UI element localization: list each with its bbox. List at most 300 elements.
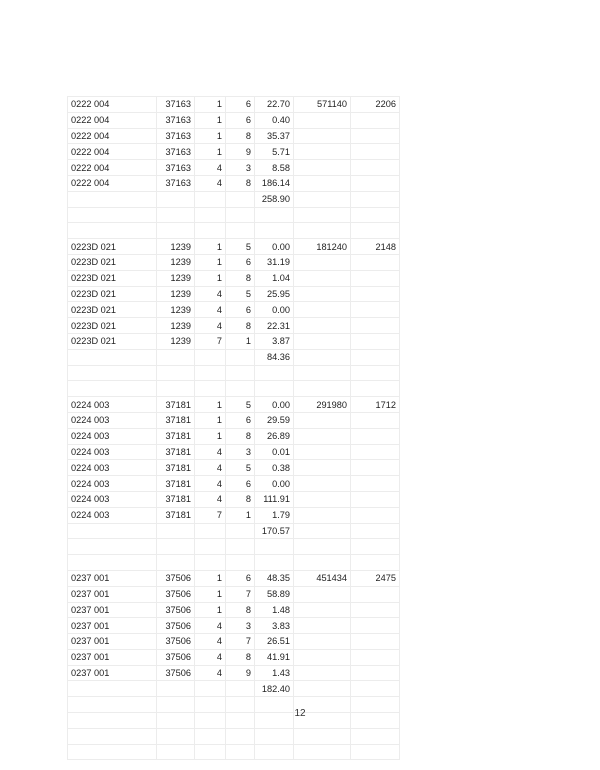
table-cell: 8 bbox=[226, 175, 255, 191]
table-cell: 6 bbox=[226, 112, 255, 128]
table-cell bbox=[351, 491, 400, 507]
table-cell bbox=[68, 523, 157, 539]
table-cell: 0237 001 bbox=[68, 618, 157, 634]
table-cell bbox=[294, 634, 351, 650]
table-cell bbox=[294, 523, 351, 539]
table-cell: 0.00 bbox=[255, 239, 294, 255]
table-cell bbox=[294, 144, 351, 160]
blank-row bbox=[68, 539, 400, 555]
table-cell: 3 bbox=[226, 444, 255, 460]
table-cell: 84.36 bbox=[255, 349, 294, 365]
blank-row bbox=[68, 365, 400, 381]
table-row bbox=[68, 634, 400, 650]
table-cell bbox=[68, 223, 157, 239]
table-cell: 0222 004 bbox=[68, 128, 157, 144]
table-cell: 5.71 bbox=[255, 144, 294, 160]
table-cell: 0.00 bbox=[255, 302, 294, 318]
table-cell bbox=[351, 681, 400, 697]
blank-row bbox=[68, 381, 400, 397]
table-cell: 186.14 bbox=[255, 175, 294, 191]
table-cell bbox=[351, 349, 400, 365]
table-row bbox=[68, 618, 400, 634]
table-cell: 0223D 021 bbox=[68, 333, 157, 349]
table-row bbox=[68, 507, 400, 523]
table-cell bbox=[294, 539, 351, 555]
table-cell: 181240 bbox=[294, 239, 351, 255]
table-row bbox=[68, 602, 400, 618]
table-cell bbox=[294, 649, 351, 665]
table-cell: 6 bbox=[226, 254, 255, 270]
table-row bbox=[68, 286, 400, 302]
table-cell bbox=[157, 207, 195, 223]
table-cell bbox=[351, 507, 400, 523]
table-cell bbox=[195, 191, 226, 207]
table-cell: 1.79 bbox=[255, 507, 294, 523]
table-cell: 0237 001 bbox=[68, 602, 157, 618]
table-cell bbox=[195, 555, 226, 571]
table-cell bbox=[351, 744, 400, 760]
table-cell bbox=[226, 681, 255, 697]
table-cell: 2206 bbox=[351, 97, 400, 113]
table-cell bbox=[255, 223, 294, 239]
table-cell bbox=[195, 523, 226, 539]
table-cell bbox=[294, 428, 351, 444]
table-cell: 41.91 bbox=[255, 649, 294, 665]
table-cell bbox=[195, 728, 226, 744]
table-cell bbox=[351, 523, 400, 539]
table-cell: 9 bbox=[226, 144, 255, 160]
table-cell bbox=[157, 555, 195, 571]
table-cell: 37181 bbox=[157, 412, 195, 428]
table-cell: 0222 004 bbox=[68, 144, 157, 160]
table-cell: 37181 bbox=[157, 397, 195, 413]
table-row bbox=[68, 586, 400, 602]
table-cell bbox=[226, 207, 255, 223]
table-cell: 1239 bbox=[157, 254, 195, 270]
table-cell: 6 bbox=[226, 476, 255, 492]
table-row bbox=[68, 665, 400, 681]
table-row bbox=[68, 144, 400, 160]
table-cell bbox=[226, 191, 255, 207]
table-row bbox=[68, 491, 400, 507]
table-cell bbox=[351, 728, 400, 744]
table-cell bbox=[294, 160, 351, 176]
table-cell bbox=[255, 207, 294, 223]
table-cell: 2475 bbox=[351, 570, 400, 586]
table-cell: 170.57 bbox=[255, 523, 294, 539]
table-cell: 4 bbox=[195, 649, 226, 665]
subtotal-row bbox=[68, 191, 400, 207]
table-cell: 4 bbox=[195, 618, 226, 634]
table-cell: 0.00 bbox=[255, 397, 294, 413]
table-cell: 291980 bbox=[294, 397, 351, 413]
table-cell bbox=[255, 539, 294, 555]
table-cell bbox=[226, 539, 255, 555]
table-cell bbox=[195, 207, 226, 223]
table-cell bbox=[294, 365, 351, 381]
table-cell bbox=[351, 381, 400, 397]
table-cell bbox=[157, 381, 195, 397]
table-cell: 22.31 bbox=[255, 318, 294, 334]
table-cell bbox=[157, 349, 195, 365]
table-cell bbox=[351, 333, 400, 349]
table-cell: 37181 bbox=[157, 460, 195, 476]
table-row bbox=[68, 412, 400, 428]
table-cell bbox=[294, 412, 351, 428]
table-cell: 182.40 bbox=[255, 681, 294, 697]
table-cell bbox=[195, 744, 226, 760]
table-cell: 6 bbox=[226, 570, 255, 586]
table-cell bbox=[68, 365, 157, 381]
table-cell: 0237 001 bbox=[68, 665, 157, 681]
table-cell bbox=[68, 728, 157, 744]
table-cell bbox=[294, 665, 351, 681]
table-cell bbox=[351, 539, 400, 555]
table-cell: 1239 bbox=[157, 302, 195, 318]
table-cell: 1 bbox=[195, 397, 226, 413]
table-cell bbox=[255, 555, 294, 571]
table-cell bbox=[255, 381, 294, 397]
table-cell: 3.83 bbox=[255, 618, 294, 634]
table-cell bbox=[195, 365, 226, 381]
table-cell: 0237 001 bbox=[68, 649, 157, 665]
table-cell: 37163 bbox=[157, 112, 195, 128]
table-cell: 0223D 021 bbox=[68, 318, 157, 334]
table-cell bbox=[294, 207, 351, 223]
table-cell bbox=[351, 318, 400, 334]
blank-row bbox=[68, 207, 400, 223]
table-cell: 8 bbox=[226, 428, 255, 444]
table-cell bbox=[294, 175, 351, 191]
table-cell: 0237 001 bbox=[68, 586, 157, 602]
table-cell bbox=[68, 744, 157, 760]
table-cell: 4 bbox=[195, 476, 226, 492]
table-cell: 571140 bbox=[294, 97, 351, 113]
spreadsheet bbox=[67, 96, 400, 760]
table-cell: 258.90 bbox=[255, 191, 294, 207]
table-row bbox=[68, 570, 400, 586]
table-cell: 0224 003 bbox=[68, 412, 157, 428]
table-cell bbox=[68, 191, 157, 207]
table-cell: 1 bbox=[195, 270, 226, 286]
table-cell: 0224 003 bbox=[68, 507, 157, 523]
table-cell bbox=[351, 270, 400, 286]
table-cell: 7 bbox=[195, 507, 226, 523]
table-cell: 9 bbox=[226, 665, 255, 681]
table-cell: 1 bbox=[195, 254, 226, 270]
table-cell: 37181 bbox=[157, 476, 195, 492]
table-cell bbox=[294, 318, 351, 334]
subtotal-row bbox=[68, 349, 400, 365]
table-cell bbox=[294, 460, 351, 476]
table-cell: 0237 001 bbox=[68, 634, 157, 650]
table-cell: 0223D 021 bbox=[68, 302, 157, 318]
table-cell: 0223D 021 bbox=[68, 239, 157, 255]
table-cell: 4 bbox=[195, 491, 226, 507]
table-row bbox=[68, 476, 400, 492]
table-cell bbox=[157, 523, 195, 539]
table-cell bbox=[294, 681, 351, 697]
table-cell: 37163 bbox=[157, 175, 195, 191]
table-cell bbox=[68, 681, 157, 697]
table-cell bbox=[68, 381, 157, 397]
table-cell: 4 bbox=[195, 160, 226, 176]
table-cell bbox=[68, 207, 157, 223]
table-cell: 4 bbox=[195, 460, 226, 476]
table-cell: 5 bbox=[226, 397, 255, 413]
table-cell bbox=[294, 476, 351, 492]
table-cell: 6 bbox=[226, 302, 255, 318]
table-row bbox=[68, 128, 400, 144]
table-cell: 4 bbox=[195, 634, 226, 650]
table-cell bbox=[351, 302, 400, 318]
table-cell: 37181 bbox=[157, 444, 195, 460]
table-row bbox=[68, 444, 400, 460]
table-cell: 0.00 bbox=[255, 476, 294, 492]
table-cell: 37506 bbox=[157, 665, 195, 681]
table-cell bbox=[294, 444, 351, 460]
table-cell: 0.01 bbox=[255, 444, 294, 460]
table-cell bbox=[157, 728, 195, 744]
table-cell bbox=[294, 333, 351, 349]
table-cell bbox=[226, 744, 255, 760]
table-cell bbox=[226, 349, 255, 365]
table-cell: 37181 bbox=[157, 507, 195, 523]
table-cell: 37506 bbox=[157, 602, 195, 618]
table-cell: 1 bbox=[226, 333, 255, 349]
table-cell: 1239 bbox=[157, 286, 195, 302]
table-row bbox=[68, 97, 400, 113]
table-cell bbox=[294, 254, 351, 270]
table-cell: 8 bbox=[226, 491, 255, 507]
table-cell bbox=[226, 728, 255, 744]
table-cell: 8 bbox=[226, 318, 255, 334]
table-cell: 8 bbox=[226, 649, 255, 665]
table-cell bbox=[294, 112, 351, 128]
table-cell: 0.38 bbox=[255, 460, 294, 476]
table-cell: 0.40 bbox=[255, 112, 294, 128]
table-cell bbox=[351, 191, 400, 207]
table-cell bbox=[351, 428, 400, 444]
table-cell bbox=[294, 555, 351, 571]
table-cell bbox=[195, 223, 226, 239]
table-cell: 1239 bbox=[157, 318, 195, 334]
table-cell bbox=[294, 270, 351, 286]
table-cell: 1239 bbox=[157, 239, 195, 255]
table-cell bbox=[195, 681, 226, 697]
table-cell: 35.37 bbox=[255, 128, 294, 144]
table-row bbox=[68, 428, 400, 444]
table-cell: 111.91 bbox=[255, 491, 294, 507]
table-cell bbox=[195, 539, 226, 555]
table-cell: 0223D 021 bbox=[68, 254, 157, 270]
table-cell bbox=[294, 128, 351, 144]
table-cell: 0222 004 bbox=[68, 97, 157, 113]
table-cell: 37163 bbox=[157, 160, 195, 176]
table-cell: 4 bbox=[195, 302, 226, 318]
blank-row bbox=[68, 223, 400, 239]
table-cell: 1 bbox=[195, 602, 226, 618]
table-cell: 1.43 bbox=[255, 665, 294, 681]
table-cell bbox=[351, 207, 400, 223]
table-cell: 8 bbox=[226, 270, 255, 286]
table-cell bbox=[68, 555, 157, 571]
table-cell bbox=[351, 665, 400, 681]
table-cell: 1 bbox=[195, 412, 226, 428]
table-cell bbox=[294, 381, 351, 397]
table-cell: 4 bbox=[195, 444, 226, 460]
table-cell: 0223D 021 bbox=[68, 286, 157, 302]
table-cell: 1.04 bbox=[255, 270, 294, 286]
table-cell: 48.35 bbox=[255, 570, 294, 586]
table-cell: 37506 bbox=[157, 570, 195, 586]
table-cell: 8 bbox=[226, 602, 255, 618]
table-row bbox=[68, 397, 400, 413]
table-cell: 0224 003 bbox=[68, 476, 157, 492]
table-cell bbox=[351, 254, 400, 270]
table-cell bbox=[294, 728, 351, 744]
table-cell bbox=[351, 365, 400, 381]
table-row bbox=[68, 239, 400, 255]
table-cell bbox=[226, 555, 255, 571]
table-cell bbox=[351, 112, 400, 128]
table-cell: 25.95 bbox=[255, 286, 294, 302]
table-cell bbox=[351, 476, 400, 492]
table-cell: 0222 004 bbox=[68, 175, 157, 191]
table-cell: 1 bbox=[195, 586, 226, 602]
table-cell: 0223D 021 bbox=[68, 270, 157, 286]
blank-row bbox=[68, 744, 400, 760]
table-cell: 26.89 bbox=[255, 428, 294, 444]
table-cell bbox=[157, 681, 195, 697]
table-cell: 4 bbox=[195, 665, 226, 681]
table-cell bbox=[255, 365, 294, 381]
table-cell bbox=[351, 223, 400, 239]
table-cell: 2148 bbox=[351, 239, 400, 255]
table-cell bbox=[351, 602, 400, 618]
table-cell bbox=[351, 555, 400, 571]
table-cell: 0224 003 bbox=[68, 428, 157, 444]
table-cell bbox=[351, 160, 400, 176]
table-cell: 1 bbox=[195, 239, 226, 255]
table-cell: 3 bbox=[226, 618, 255, 634]
table-cell: 0224 003 bbox=[68, 491, 157, 507]
table-cell: 5 bbox=[226, 460, 255, 476]
table-cell: 3 bbox=[226, 160, 255, 176]
table-cell bbox=[294, 507, 351, 523]
table-cell: 1239 bbox=[157, 270, 195, 286]
table-row bbox=[68, 302, 400, 318]
table-cell: 29.59 bbox=[255, 412, 294, 428]
table-cell bbox=[351, 649, 400, 665]
table-row bbox=[68, 112, 400, 128]
table-cell: 7 bbox=[226, 586, 255, 602]
table-cell: 1 bbox=[195, 144, 226, 160]
table-cell: 0222 004 bbox=[68, 160, 157, 176]
table-cell bbox=[255, 744, 294, 760]
table-cell: 4 bbox=[195, 175, 226, 191]
table-cell bbox=[351, 634, 400, 650]
table-row bbox=[68, 649, 400, 665]
table-cell bbox=[351, 586, 400, 602]
table-cell: 3.87 bbox=[255, 333, 294, 349]
table-cell: 7 bbox=[226, 634, 255, 650]
table-cell: 4 bbox=[195, 318, 226, 334]
table-cell bbox=[226, 223, 255, 239]
data-table bbox=[67, 96, 400, 760]
table-cell bbox=[351, 128, 400, 144]
table-cell bbox=[294, 491, 351, 507]
table-cell bbox=[294, 223, 351, 239]
table-cell bbox=[157, 191, 195, 207]
table-cell bbox=[294, 286, 351, 302]
table-cell: 6 bbox=[226, 412, 255, 428]
table-cell: 1712 bbox=[351, 397, 400, 413]
table-cell bbox=[294, 302, 351, 318]
table-cell bbox=[294, 602, 351, 618]
table-cell bbox=[195, 349, 226, 365]
table-cell bbox=[68, 539, 157, 555]
table-cell: 5 bbox=[226, 239, 255, 255]
table-cell: 1 bbox=[195, 428, 226, 444]
table-cell: 37163 bbox=[157, 97, 195, 113]
table-cell bbox=[294, 191, 351, 207]
table-cell bbox=[226, 523, 255, 539]
table-cell bbox=[195, 381, 226, 397]
table-row bbox=[68, 270, 400, 286]
table-cell: 4 bbox=[195, 286, 226, 302]
table-cell: 37181 bbox=[157, 428, 195, 444]
table-row bbox=[68, 175, 400, 191]
table-row bbox=[68, 254, 400, 270]
table-cell: 1 bbox=[195, 97, 226, 113]
table-cell bbox=[157, 365, 195, 381]
table-cell bbox=[157, 539, 195, 555]
table-row bbox=[68, 318, 400, 334]
table-cell: 58.89 bbox=[255, 586, 294, 602]
table-cell: 0237 001 bbox=[68, 570, 157, 586]
table-row bbox=[68, 160, 400, 176]
table-cell: 8 bbox=[226, 128, 255, 144]
table-cell: 1239 bbox=[157, 333, 195, 349]
table-cell: 1 bbox=[195, 128, 226, 144]
table-cell bbox=[68, 349, 157, 365]
table-cell: 22.70 bbox=[255, 97, 294, 113]
table-cell: 8.58 bbox=[255, 160, 294, 176]
table-cell bbox=[157, 744, 195, 760]
page-number: 12 bbox=[294, 708, 306, 719]
table-cell: 0222 004 bbox=[68, 112, 157, 128]
table-cell: 37506 bbox=[157, 634, 195, 650]
subtotal-row bbox=[68, 681, 400, 697]
table-cell: 6 bbox=[226, 97, 255, 113]
table-cell bbox=[255, 728, 294, 744]
subtotal-row bbox=[68, 523, 400, 539]
table-cell bbox=[294, 349, 351, 365]
table-cell: 1 bbox=[226, 507, 255, 523]
blank-row bbox=[68, 555, 400, 571]
table-cell: 0224 003 bbox=[68, 397, 157, 413]
table-cell: 37506 bbox=[157, 586, 195, 602]
table-cell: 1 bbox=[195, 112, 226, 128]
table-cell: 0224 003 bbox=[68, 444, 157, 460]
table-body bbox=[68, 97, 400, 760]
table-row bbox=[68, 333, 400, 349]
table-cell: 37181 bbox=[157, 491, 195, 507]
table-cell: 0224 003 bbox=[68, 460, 157, 476]
table-cell: 5 bbox=[226, 286, 255, 302]
table-cell bbox=[226, 381, 255, 397]
